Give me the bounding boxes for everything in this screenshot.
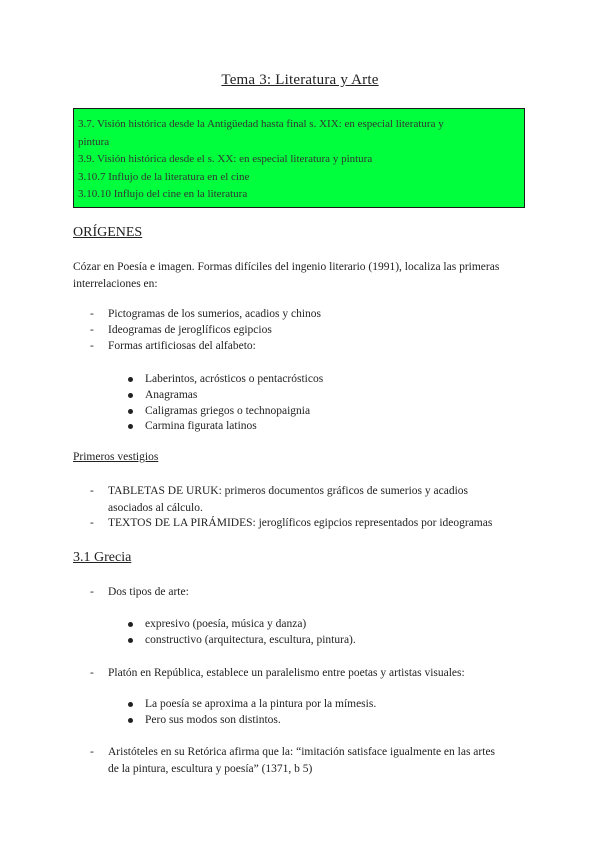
list-item-text: Pictogramas de los sumerios, acadios y chinos <box>108 308 322 320</box>
bullet-dot-icon <box>128 702 133 707</box>
list-item-line: de la pintura, escultura y poesía” (1371, b 5) <box>108 762 313 775</box>
list-item-text: TEXTOS DE LA PIRÁMIDES: jeroglíficos egipcios representados por ideogramas <box>108 517 493 529</box>
list-item-text: Formas artificiosas del alfabeto: <box>108 340 256 352</box>
topic-line: 3.10.7 Influjo de la literatura en el cine <box>78 170 250 183</box>
bullet-item <box>128 403 528 419</box>
dash-marker: - <box>90 340 94 352</box>
bullet-item <box>128 418 528 434</box>
bullet-dot-icon <box>128 409 133 414</box>
list-item <box>90 338 530 355</box>
bullet-dot-icon <box>128 638 133 643</box>
page-title: Tema 3: Literatura y Arte <box>221 72 379 88</box>
list-item <box>90 584 530 601</box>
list-item-text: Ideogramas de jeroglíficos egipcios <box>108 324 272 336</box>
topic-line: 3.7. Visión histórica desde la Antigüedad hasta final s. XIX: en especial literatura y <box>78 118 444 130</box>
dash-marker: - <box>90 324 94 336</box>
bullet-text: Caligramas griegos o technopaignia <box>145 405 311 417</box>
topic-line: 3.10.10 Influjo del cine en la literatura <box>78 188 248 200</box>
list-item-text: Platón en República, establece un paralelismo entre poetas y artistas visuales: <box>108 667 465 679</box>
dash-marker: - <box>90 667 94 679</box>
bullet-dot-icon <box>128 393 133 398</box>
list-item <box>90 665 530 682</box>
bullet-dot-icon <box>128 377 133 382</box>
list-item <box>90 515 530 532</box>
topic-line: 3.9. Visión histórica desde el s. XX: en especial literatura y pintura <box>78 153 373 165</box>
list-item <box>90 306 530 323</box>
bullet-dot-icon <box>128 424 133 429</box>
origenes-heading: ORÍGENES <box>73 225 143 240</box>
list-item-text: Dos tipos de arte: <box>108 586 189 598</box>
list-item-text <box>108 744 530 777</box>
list-item-line: asociados al cálculo. <box>108 501 203 514</box>
intro-line: Cózar en Poesía e imagen. Formas difíciles del ingenio literario (1991), localiza las primeras <box>73 261 500 273</box>
bullet-dot-icon <box>128 718 133 723</box>
dash-marker: - <box>90 746 94 758</box>
list-item-line: Aristóteles en su Retórica afirma que la: “imitación satisface igualmente en las artes <box>108 746 496 758</box>
bullet-text: Carmina figurata latinos <box>145 420 257 432</box>
bullet-item <box>128 712 528 728</box>
intro-line: interrelaciones en: <box>73 278 158 290</box>
list-item-text <box>108 483 530 516</box>
dash-marker: - <box>90 485 94 497</box>
dash-marker: - <box>90 308 94 320</box>
bullet-dot-icon <box>128 622 133 627</box>
bullet-item <box>128 387 528 403</box>
vestigios-heading: Primeros vestigios <box>73 451 159 463</box>
topic-line: pintura <box>78 135 110 148</box>
list-item <box>90 483 530 516</box>
bullet-text: La poesía se aproxima a la pintura por la mímesis. <box>145 698 377 710</box>
dash-marker: - <box>90 586 94 598</box>
bullet-text: Laberintos, acrósticos o pentacrósticos <box>145 373 324 385</box>
bullet-text: Pero sus modos son distintos. <box>145 714 281 726</box>
bullet-item <box>128 371 528 387</box>
grecia-heading: 3.1 Grecia <box>73 550 132 565</box>
topics-box <box>73 108 525 208</box>
bullet-text: expresivo (poesía, música y danza) <box>145 618 307 630</box>
list-item <box>90 744 530 777</box>
list-item <box>90 322 530 339</box>
bullet-item <box>128 696 528 712</box>
bullet-item <box>128 632 528 648</box>
bullet-text: Anagramas <box>145 389 198 401</box>
bullet-item <box>128 616 528 632</box>
origenes-intro <box>73 259 533 293</box>
bullet-text: constructivo (arquitectura, escultura, pintura). <box>145 634 356 646</box>
dash-marker: - <box>90 517 94 529</box>
list-item-line: TABLETAS DE URUK: primeros documentos gráficos de sumerios y acadios <box>108 485 469 497</box>
